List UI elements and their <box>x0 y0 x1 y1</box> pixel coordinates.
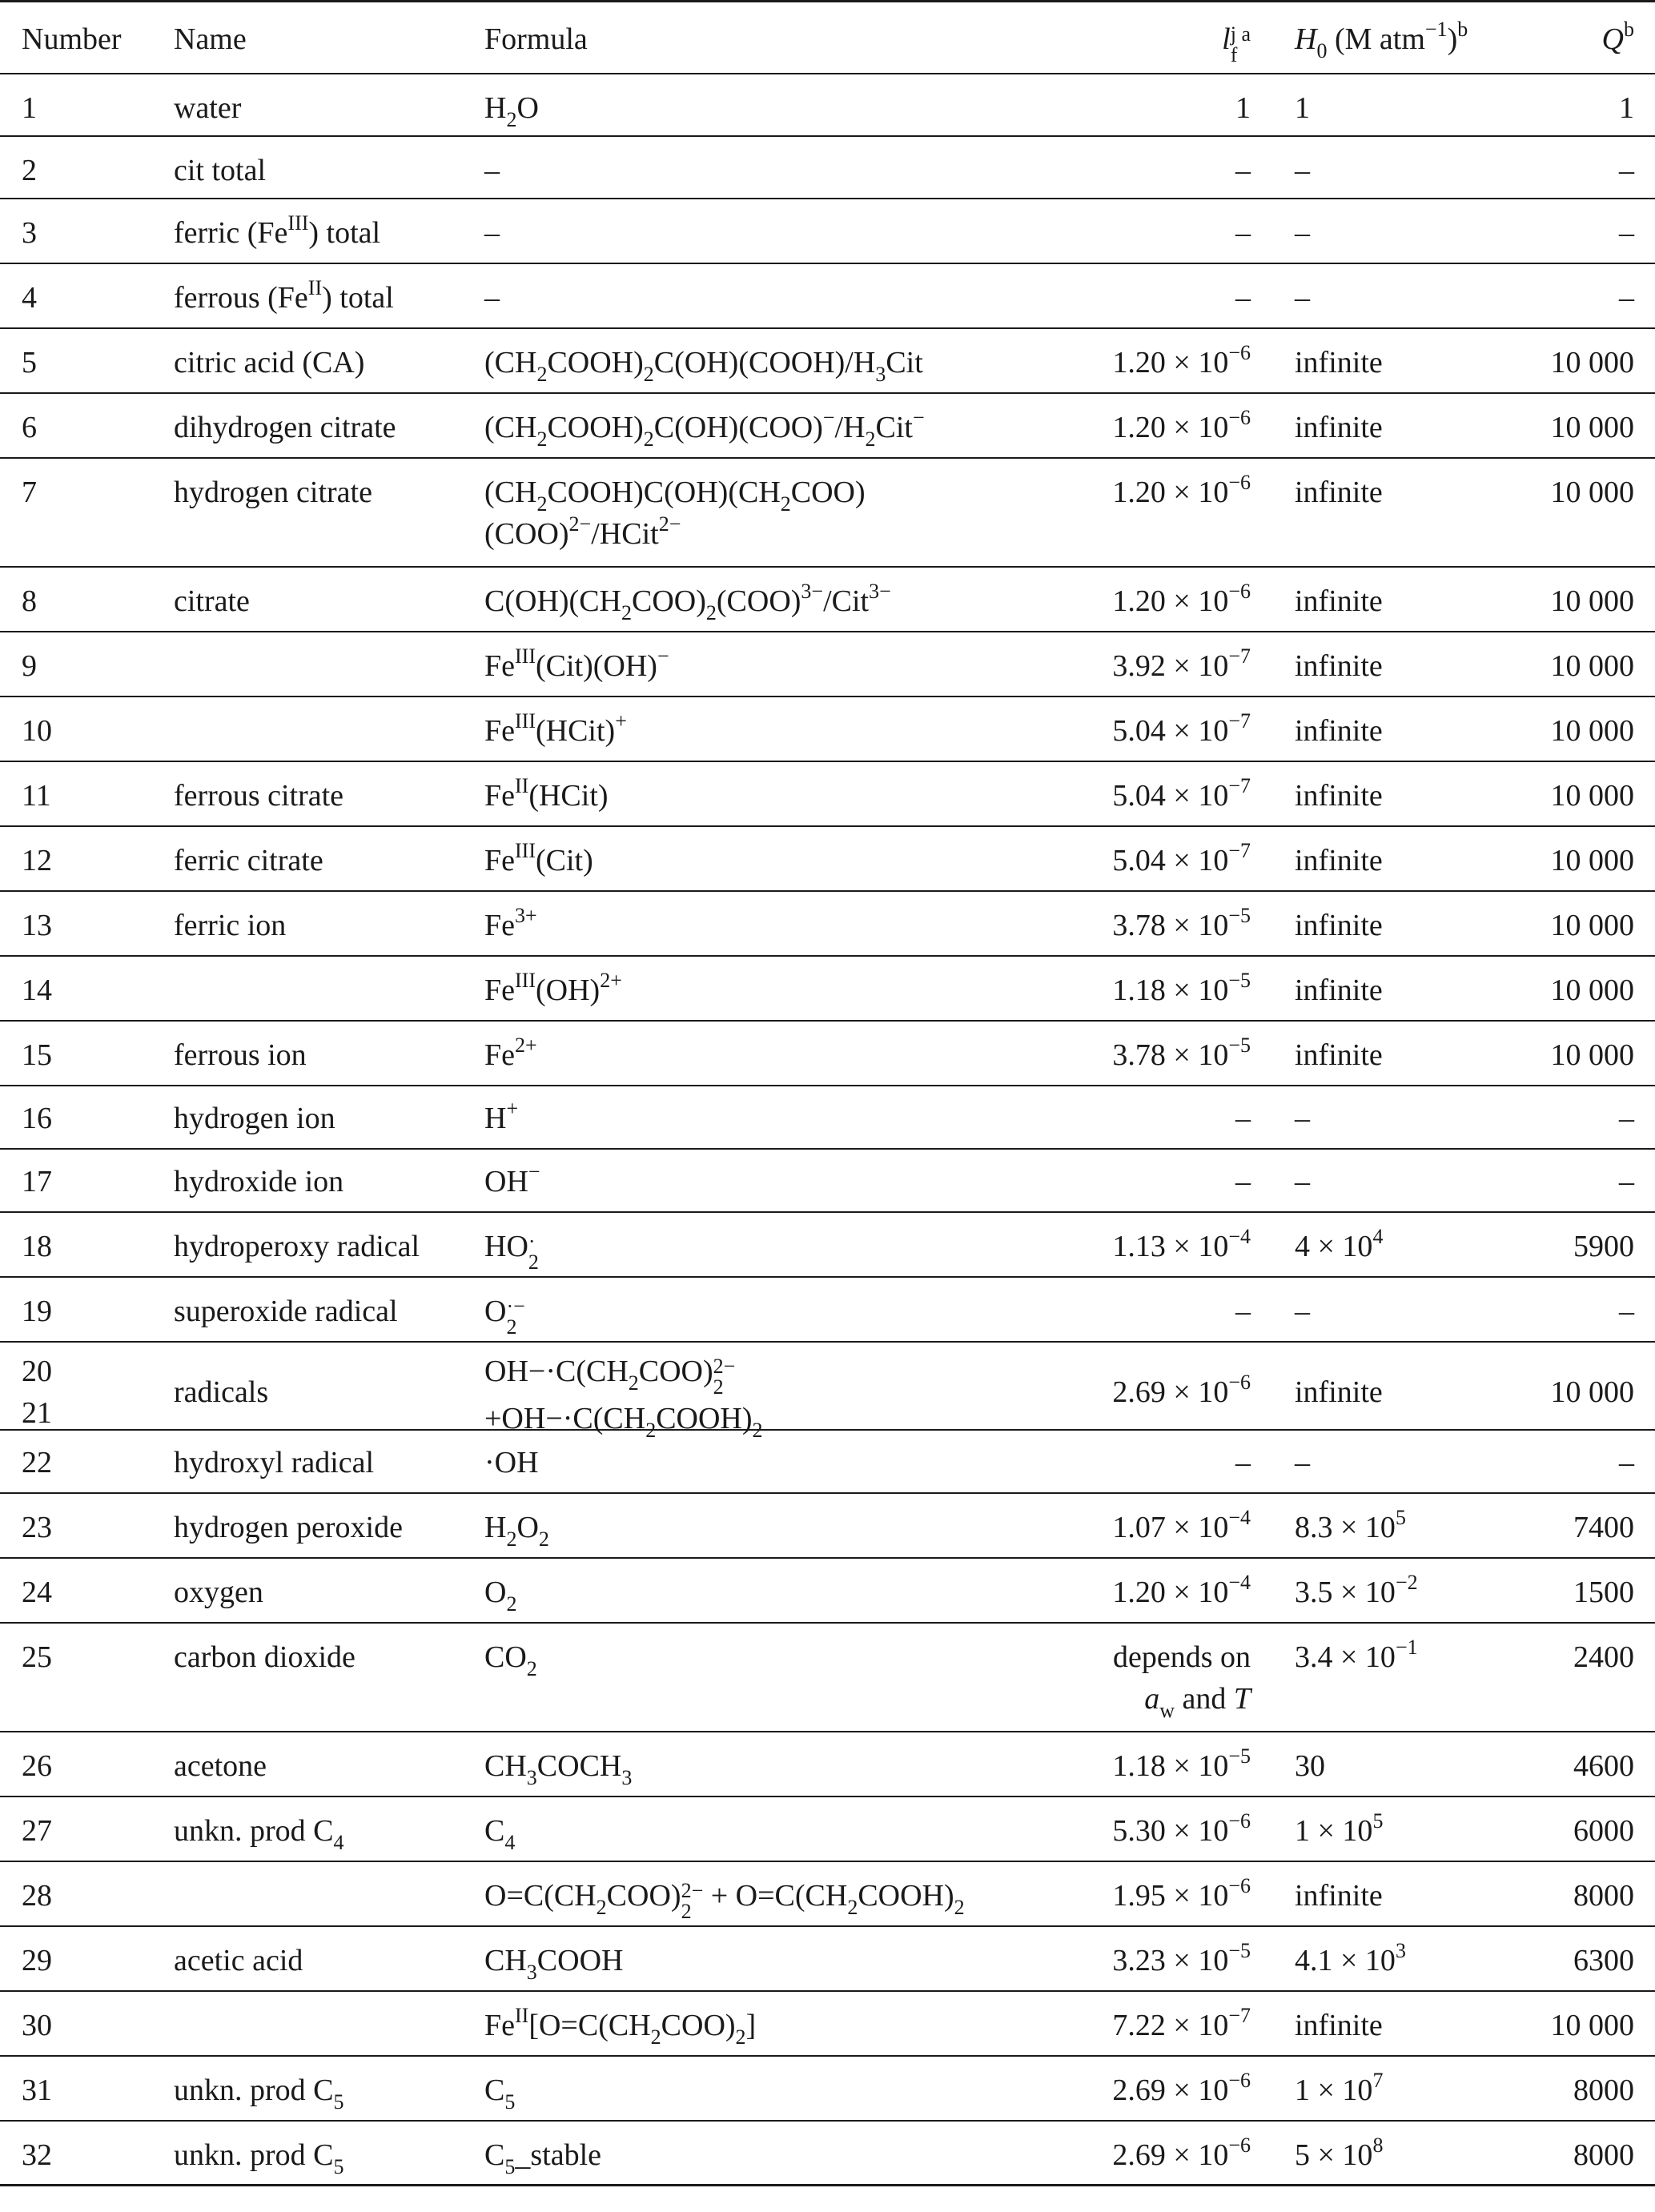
cell-q: 1500 <box>1573 1576 1634 1609</box>
cell-name: acetic acid <box>174 1944 303 1977</box>
cell-h0: – <box>1295 1165 1310 1198</box>
cell-h0: infinite <box>1295 649 1383 683</box>
table-row <box>0 199 1655 264</box>
cell-number: 32 <box>22 2138 52 2172</box>
cell-formula: $Fe^{II}[O=C(CH_2COO)_2]$ <box>484 2004 757 2049</box>
cell-lf: $1.20 \times 10^{-6}$ <box>1112 580 1251 618</box>
cell-lf: $2.69 \times 10^{-6}$ <box>1112 2134 1251 2172</box>
cell-number: 10 <box>22 714 52 748</box>
table-row <box>0 697 1655 762</box>
table-row <box>0 957 1655 1022</box>
cell-number: 4 <box>22 281 37 315</box>
cell-number: 24 <box>22 1576 52 1609</box>
cell-q: 5900 <box>1573 1230 1634 1263</box>
header-name: Name <box>174 22 247 56</box>
cell-h0: $4.1 \times 10^3$ <box>1295 1939 1406 1977</box>
cell-h0: 1 <box>1295 91 1310 125</box>
cell-lf: – <box>1235 154 1251 187</box>
cell-h0: infinite <box>1295 1038 1383 1072</box>
cell-lf: $2.69 \times 10^{-6}$ <box>1112 2069 1251 2107</box>
cell-number: 16 <box>22 1102 52 1135</box>
cell-h0: $3.4 \times 10^{-1}$ <box>1295 1636 1418 1674</box>
cell-lf: $3.78 \times 10^{-5}$ <box>1112 1034 1251 1072</box>
cell-h0: $4 \times 10^4$ <box>1295 1225 1384 1263</box>
cell-q: 10 000 <box>1550 346 1634 379</box>
header-number: Number <box>22 22 122 56</box>
cell-name: ferrous $(Fe^{II})$ total <box>174 276 394 315</box>
cell-number: 14 <box>22 974 52 1007</box>
table-row <box>0 1862 1655 1927</box>
cell-h0: infinite <box>1295 974 1383 1007</box>
table-row <box>0 2122 1655 2186</box>
table-row <box>0 394 1655 459</box>
cell-name: ferric $(Fe^{III})$ total <box>174 211 381 250</box>
cell-q: – <box>1619 1165 1634 1198</box>
header-h0-symbol: H <box>1295 22 1317 56</box>
header-lf <box>1222 18 1251 66</box>
cell-lf: $1.18 \times 10^{-5}$ <box>1112 1744 1251 1783</box>
cell-q: 4600 <box>1573 1749 1634 1783</box>
table-row <box>0 137 1655 199</box>
table-header <box>0 0 1655 74</box>
cell-q: 10 000 <box>1550 844 1634 877</box>
cell-lf: – <box>1235 281 1251 315</box>
cell-name: hydrogen citrate <box>174 476 372 509</box>
cell-formula: HO · 2 <box>484 1230 539 1274</box>
cell-h0: – <box>1295 154 1310 187</box>
cell-formula: $C(OH)(CH_2COO)_2(COO)^{3-}/Cit^{3-}$ <box>484 580 891 624</box>
cell-number: 8 <box>22 584 37 618</box>
cell-q: 10 000 <box>1550 974 1634 1007</box>
cell-formula: – <box>484 216 500 250</box>
table-row <box>0 2057 1655 2122</box>
table-row <box>0 459 1655 568</box>
cell-formula: $H_2O_2$ <box>484 1511 549 1551</box>
cell-h0: infinite <box>1295 476 1383 509</box>
cell-h0: – <box>1295 1295 1310 1328</box>
cell-q: – <box>1619 154 1634 187</box>
cell-number: 12 <box>22 844 52 877</box>
cell-q: – <box>1619 1446 1634 1479</box>
cell-name: ferric ion <box>174 909 287 942</box>
cell-number: 9 <box>22 649 37 683</box>
cell-name: unkn. prod $C_4$ <box>174 1814 344 1854</box>
cell-lf: $1.20 \times 10^{-4}$ <box>1112 1571 1251 1609</box>
cell-lf: $5.04 \times 10^{-7}$ <box>1112 709 1251 748</box>
cell-lf: $2.69 \times 10^{-6}$ <box>1112 1371 1251 1409</box>
header-h0-note: b <box>1457 18 1468 42</box>
table-row <box>0 1992 1655 2057</box>
table-row <box>0 1278 1655 1343</box>
header-h0-sub: 0 <box>1316 38 1328 62</box>
cell-h0: 30 <box>1295 1749 1325 1783</box>
cell-formula: $CO_2$ <box>484 1640 537 1680</box>
cell-lf: $3.92 \times 10^{-7}$ <box>1112 644 1251 683</box>
cell-formula: OH− <box>484 1160 540 1198</box>
cell-lf: $3.23 \times 10^{-5}$ <box>1112 1939 1251 1977</box>
cell-name: radicals <box>174 1375 269 1409</box>
header-q-note: b <box>1624 18 1634 42</box>
cell-formula: $O_2$ <box>484 1576 517 1616</box>
cell-lf: 1 <box>1235 91 1251 125</box>
header-q-symbol: Q <box>1601 22 1624 56</box>
cell-name: cit total <box>174 154 267 187</box>
cell-q: 8000 <box>1573 2073 1634 2107</box>
cell-formula: $Fe^{III}(OH)^{2+}$ <box>484 969 622 1007</box>
cell-q: – <box>1619 216 1634 250</box>
cell-h0: infinite <box>1295 1375 1383 1409</box>
cell-name: ferric citrate <box>174 844 323 877</box>
header-q <box>1602 18 1634 60</box>
cell-number: 3 <box>22 216 37 250</box>
cell-number: 28 <box>22 1879 52 1913</box>
cell-number: 2 <box>22 154 37 187</box>
cell-name: hydrogen peroxide <box>174 1511 403 1544</box>
cell-formula: $C_5$ <box>484 2073 516 2114</box>
cell-formula: O ·− 2 <box>484 1295 525 1339</box>
cell-h0: infinite <box>1295 584 1383 618</box>
cell-lf: $1.20 \times 10^{-6}$ <box>1112 341 1251 379</box>
cell-lf: – <box>1235 1446 1251 1479</box>
cell-h0: $1 \times 10^7$ <box>1295 2069 1384 2107</box>
table-row <box>0 762 1655 827</box>
header-lf-symbol: l <box>1222 22 1231 56</box>
cell-lf: $3.78 \times 10^{-5}$ <box>1112 904 1251 942</box>
cell-name: dihydrogen citrate <box>174 411 396 444</box>
cell-name: ferrous citrate <box>174 779 344 813</box>
table-row <box>0 1022 1655 1086</box>
table-row <box>0 1927 1655 1992</box>
cell-number: 7 <box>22 476 37 509</box>
table-row <box>0 1431 1655 1494</box>
header-formula: Formula <box>484 22 588 56</box>
cell-number: 13 <box>22 909 52 942</box>
table-row <box>0 1797 1655 1862</box>
cell-h0: infinite <box>1295 2009 1383 2042</box>
cell-formula: – <box>484 281 500 315</box>
header-h0-units-b: ) <box>1447 22 1458 56</box>
cell-formula: ·OH <box>484 1446 539 1479</box>
cell-formula: $Fe^{III}(Cit)(OH)^-$ <box>484 644 669 683</box>
cell-formula: $C_5\_stable$ <box>484 2138 601 2178</box>
cell-q: – <box>1619 281 1634 315</box>
header-lf-sup: j a <box>1230 22 1251 46</box>
cell-lf: $1.20 \times 10^{-6}$ <box>1112 406 1251 444</box>
cell-formula: $O=C(CH_2COO)$ 2− 2 + $O=C(CH_2COOH)_2$ <box>484 1879 965 1923</box>
cell-lf: depends on $a_w$ and T <box>1112 1640 1251 1722</box>
cell-h0: infinite <box>1295 714 1383 748</box>
cell-number: 6 <box>22 411 37 444</box>
cell-q: 8000 <box>1573 2138 1634 2172</box>
cell-name: hydroxyl radical <box>174 1446 375 1479</box>
header-h0-units-a: (M atm <box>1334 22 1425 56</box>
cell-q: 10 000 <box>1550 1375 1634 1409</box>
table-row <box>0 74 1655 137</box>
cell-formula: H+ <box>484 1097 519 1135</box>
cell-number: 5 <box>22 346 37 379</box>
cell-q: 10 000 <box>1550 649 1634 683</box>
cell-number: 15 <box>22 1038 52 1072</box>
header-lf-sub: f <box>1230 43 1238 66</box>
cell-lf: – <box>1235 1295 1251 1328</box>
cell-number: 20 21 <box>22 1355 52 1430</box>
cell-lf: $1.18 \times 10^{-5}$ <box>1112 969 1251 1007</box>
cell-formula: $Fe^{3+}$ <box>484 904 537 942</box>
cell-number: 27 <box>22 1814 52 1848</box>
cell-formula: $H_2O$ <box>484 91 539 131</box>
cell-lf: $5.04 \times 10^{-7}$ <box>1112 839 1251 877</box>
cell-number: 30 <box>22 2009 52 2042</box>
cell-name: unkn. prod $C_5$ <box>174 2138 344 2178</box>
table-row <box>0 1343 1655 1442</box>
cell-number: 25 <box>22 1640 52 1674</box>
table-row <box>0 632 1655 697</box>
cell-h0: – <box>1295 281 1310 315</box>
cell-h0: – <box>1295 216 1310 250</box>
table-row <box>0 1732 1655 1797</box>
cell-name: acetone <box>174 1749 267 1783</box>
cell-h0: infinite <box>1295 411 1383 444</box>
cell-q: – <box>1619 1102 1634 1135</box>
cell-formula: $Fe^{III}(HCit)^+$ <box>484 709 627 748</box>
cell-h0: $8.3 \times 10^5$ <box>1295 1506 1406 1544</box>
table-row <box>0 1086 1655 1150</box>
cell-h0: – <box>1295 1102 1310 1135</box>
cell-number: 18 <box>22 1230 52 1263</box>
cell-q: 10 000 <box>1550 909 1634 942</box>
table-row <box>0 1150 1655 1213</box>
cell-number: 23 <box>22 1511 52 1544</box>
cell-name: unkn. prod $C_5$ <box>174 2073 344 2114</box>
cell-name: superoxide radical <box>174 1295 398 1328</box>
cell-h0: $3.5 \times 10^{-2}$ <box>1295 1571 1418 1609</box>
cell-lf: $1.20 \times 10^{-6}$ <box>1112 471 1251 509</box>
cell-number: 11 <box>22 779 51 813</box>
cell-name: ferrous ion <box>174 1038 307 1072</box>
cell-name: citric acid (CA) <box>174 346 365 379</box>
cell-q: 2400 <box>1573 1640 1634 1674</box>
cell-q: 8000 <box>1573 1879 1634 1913</box>
cell-number: 31 <box>22 2073 52 2107</box>
cell-number: 17 <box>22 1165 52 1198</box>
cell-q: – <box>1619 1295 1634 1328</box>
cell-q: 10 000 <box>1550 1038 1634 1072</box>
cell-lf: $5.30 \times 10^{-6}$ <box>1112 1809 1251 1848</box>
cell-name: citrate <box>174 584 250 618</box>
cell-name: carbon dioxide <box>174 1640 356 1674</box>
cell-q: 10 000 <box>1550 476 1634 509</box>
cell-h0: – <box>1295 1446 1310 1479</box>
header-h0-units-exp: −1 <box>1424 18 1448 42</box>
cell-formula: $CH_3COCH_3$ <box>484 1749 633 1789</box>
cell-name: water <box>174 91 242 125</box>
cell-q: 7400 <box>1573 1511 1634 1544</box>
cell-lf: – <box>1235 1165 1251 1198</box>
table-row <box>0 892 1655 957</box>
cell-q: 1 <box>1619 91 1634 125</box>
cell-name: oxygen <box>174 1576 263 1609</box>
cell-formula: $OH-\cdot C(CH_2COO)$ 2− 2 $+OH-\cdot C(CH_2COOH)_2$ <box>484 1355 763 1442</box>
cell-h0: $5 \times 10^8$ <box>1295 2134 1384 2172</box>
cell-number: 22 <box>22 1446 52 1479</box>
cell-lf: $1.13 \times 10^{-4}$ <box>1112 1225 1251 1263</box>
cell-formula: $CH_3COOH$ <box>484 1944 624 1984</box>
cell-formula: $(CH_2COOH)_2C(OH)(COO)^-/H_2Cit^-$ <box>484 406 925 451</box>
cell-q: 10 000 <box>1550 714 1634 748</box>
table-row <box>0 568 1655 632</box>
cell-number: 19 <box>22 1295 52 1328</box>
cell-q: 10 000 <box>1550 411 1634 444</box>
cell-name: hydrogen ion <box>174 1102 335 1135</box>
cell-number: 29 <box>22 1944 52 1977</box>
table-row <box>0 329 1655 394</box>
cell-name: hydroxide ion <box>174 1165 344 1198</box>
table-row <box>0 264 1655 329</box>
cell-formula: $Fe^{II}(HCit)$ <box>484 774 609 813</box>
cell-q: 10 000 <box>1550 2009 1634 2042</box>
cell-q: 10 000 <box>1550 779 1634 813</box>
cell-h0: infinite <box>1295 1879 1383 1913</box>
cell-h0: infinite <box>1295 909 1383 942</box>
table-body <box>0 74 1655 2186</box>
cell-q: 6300 <box>1573 1944 1634 1977</box>
cell-formula: $Fe^{III}(Cit)$ <box>484 839 593 877</box>
cell-formula: – <box>484 154 500 187</box>
cell-number: 26 <box>22 1749 52 1783</box>
cell-q: 10 000 <box>1550 584 1634 618</box>
cell-lf: $5.04 \times 10^{-7}$ <box>1112 774 1251 813</box>
table-row <box>0 1624 1655 1732</box>
cell-lf: $1.95 \times 10^{-6}$ <box>1112 1874 1251 1913</box>
cell-name: hydroperoxy radical <box>174 1230 420 1263</box>
cell-q: 6000 <box>1573 1814 1634 1848</box>
cell-formula: $(CH_2COOH)C(OH)(CH_2COO)$ (COO)$^{2-}$/HCit$^{2-}$ <box>484 476 866 551</box>
cell-h0: infinite <box>1295 346 1383 379</box>
table-row <box>0 1213 1655 1278</box>
cell-lf: – <box>1235 1102 1251 1135</box>
cell-lf: $7.22 \times 10^{-7}$ <box>1112 2004 1251 2042</box>
cell-h0: $1 \times 10^5$ <box>1295 1809 1384 1848</box>
cell-formula: $C_4$ <box>484 1814 516 1854</box>
table-row <box>0 827 1655 892</box>
cell-h0: infinite <box>1295 779 1383 813</box>
cell-h0: infinite <box>1295 844 1383 877</box>
header-h0 <box>1295 18 1468 60</box>
cell-lf: – <box>1235 216 1251 250</box>
table-row <box>0 1494 1655 1559</box>
cell-formula: $Fe^{2+}$ <box>484 1034 537 1072</box>
cell-lf: $1.07 \times 10^{-4}$ <box>1112 1506 1251 1544</box>
cell-number: 1 <box>22 91 37 125</box>
table-row <box>0 1559 1655 1624</box>
cell-formula: $(CH_2COOH)_2C(OH)(COOH)/H_3Cit$ <box>484 346 923 386</box>
